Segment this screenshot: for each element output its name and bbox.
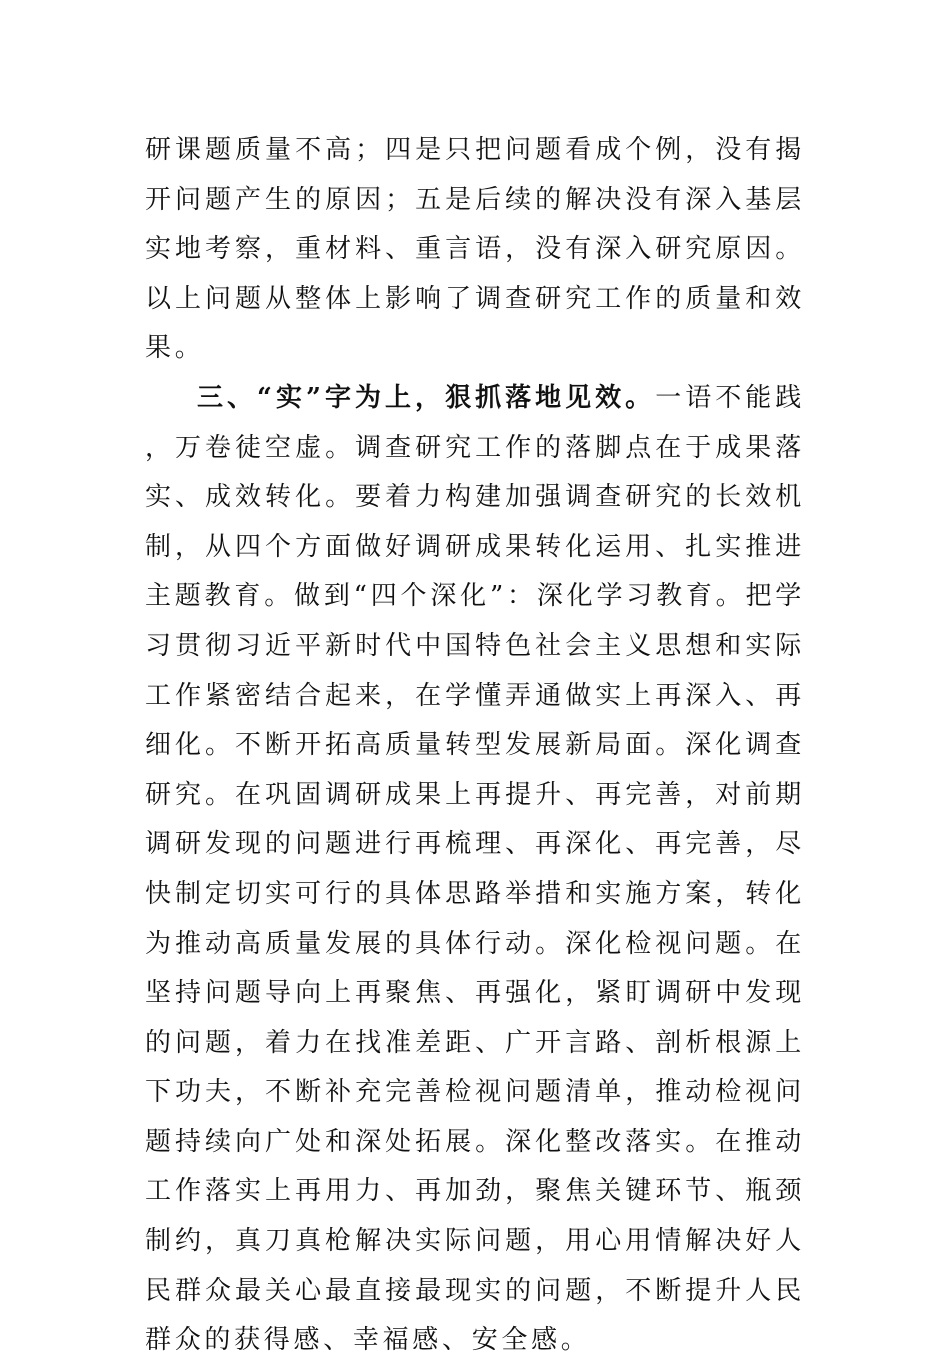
paragraph-section-three — [145, 374, 805, 1366]
document-body — [145, 126, 805, 1366]
section-heading: 三、“实”字为上，狠抓落地见效。 — [197, 382, 656, 413]
paragraph-continued: 研课题质量不高；四是只把问题看成个例，没有揭开问题产生的原因；五是后续的解决没有深入基层实地考察，重材料、重言语，没有深入研究原因。以上问题从整体上影响了调查研究工作的质量和效果。 — [145, 135, 805, 364]
section-body: 一语不能践，万卷徒空虚。调查研究工作的落脚点在于成果落实、成效转化。要着力构建加强调查研究的长效机制，从四个方面做好调研成果转化运用、扎实推进主题教育。做到“四个深化”：深化学习教育。把学习贯彻习近平新时代中国特色社会主义思想和实际工作紧密结合起来，在学懂弄通做实上再深入、再细化。不断开拓高质量转型发展新局面。深化调查研究。在巩固调研成果上再提升、再完善，对前期调研发现的问题进行再梳理、再深化、再完善，尽快制定切实可行的具体思路举措和实施方案，转化为推动高质量发展的具体行动。深化检视问题。在坚持问题导向上再聚焦、再强化，紧盯调研中发现的问题，着力在找准差距、广开言路、剖析根源上下功夫，不断补充完善检视问题清单，推动检视问题持续向广处和深处拓展。深化整改落实。在推动工作落实上再用力、再加劲，聚焦关键环节、瓶颈制约，真刀真枪解决实际问题，用心用情解决好人民群众最关心最直接最现实的问题，不断提升人民群众的获得感、幸福感、安全感。 — [145, 382, 805, 1356]
